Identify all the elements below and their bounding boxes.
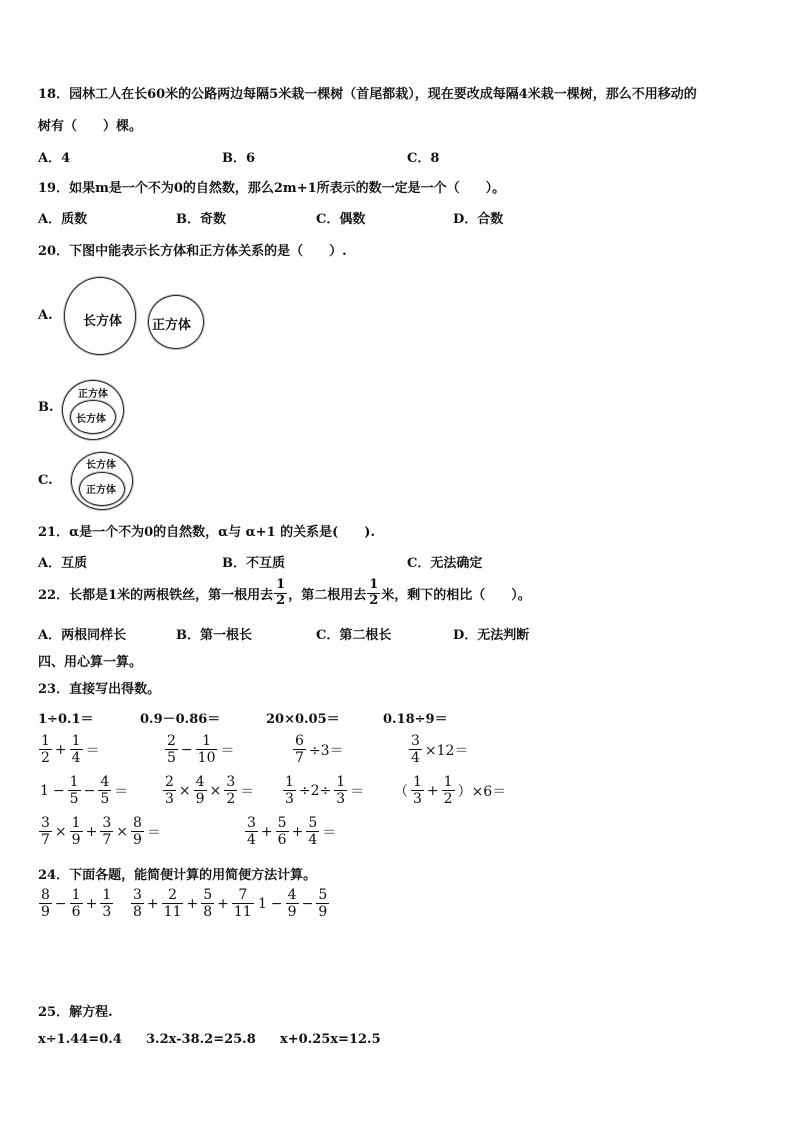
q18-option-c: C．8 bbox=[407, 151, 440, 166]
q23-r2-4: $\frac{3}{4}$ ×12＝ bbox=[411, 733, 469, 767]
q24-expr-3: 1 − $\frac{4}{9}$ − $\frac{5}{9}$ bbox=[258, 887, 328, 921]
q22-part2: ，第二根用去 bbox=[288, 587, 367, 603]
q23-r4-1: $\frac{3}{7}$ × $\frac{1}{9}$ + $\frac{3}{7}$ × $\frac{8}{9}$ ＝ bbox=[41, 815, 161, 849]
q18-option-a: A．4 bbox=[38, 151, 71, 166]
q23-r2-1: $\frac{1}{2}$ + $\frac{1}{4}$ ＝ bbox=[41, 733, 100, 767]
cuboid-label: 长方体 bbox=[83, 314, 123, 329]
q24-expr-1: $\frac{8}{9}$ − $\frac{1}{6}$ + $\frac{1}{3}$ bbox=[41, 887, 112, 921]
q21-text: 21．α是一个不为0的自然数，α与 α+1 的关系是( ). bbox=[38, 525, 375, 540]
q25-eq-2: 3.2x-38.2=25.8 bbox=[146, 1032, 256, 1047]
q25-eq-1: x÷1.44=0.4 bbox=[38, 1032, 122, 1047]
q22-part1: 22．长都是1米的两根铁丝，第一根用去 bbox=[38, 587, 274, 603]
q20-option-a: A. bbox=[38, 308, 53, 323]
q24-title: 24．下面各题，能简便计算的用简便方法计算。 bbox=[38, 868, 317, 883]
q23-r2-3: $\frac{6}{7}$ ÷3＝ bbox=[295, 733, 344, 767]
q23-r2-2: $\frac{2}{5}$ − $\frac{1}{10}$ ＝ bbox=[167, 733, 235, 767]
q25-eq-3: x+0.25x=12.5 bbox=[280, 1032, 381, 1047]
q22-option-d: D．无法判断 bbox=[453, 628, 530, 643]
q19-option-c: C．偶数 bbox=[316, 212, 366, 227]
q18-line2: 树有（ ）棵。 bbox=[38, 119, 143, 134]
q23-r1-3: 20×0.05＝ bbox=[266, 712, 340, 727]
q18-option-b: B．6 bbox=[222, 151, 256, 166]
q21-option-c: C．无法确定 bbox=[407, 556, 483, 571]
q23-r1-4: 0.18÷9＝ bbox=[383, 712, 448, 727]
q23-r3-3: $\frac{1}{3}$ ÷2÷ $\frac{1}{3}$ ＝ bbox=[285, 774, 365, 808]
q23-r3-1: 1 − $\frac{1}{5}$ − $\frac{4}{5}$ ＝ bbox=[40, 774, 129, 808]
q20-option-c: C. bbox=[38, 473, 53, 488]
q22-option-c: C．第二根长 bbox=[316, 628, 392, 643]
q20-text: 20．下图中能表示长方体和正方体关系的是（ ）. bbox=[38, 244, 347, 259]
q23-title: 23．直接写出得数。 bbox=[38, 682, 161, 697]
q21-option-b: B．不互质 bbox=[222, 556, 285, 571]
q23-r4-2: $\frac{3}{4}$ + $\frac{5}{6}$ + $\frac{5}{4}$ ＝ bbox=[247, 815, 337, 849]
q22-text bbox=[38, 578, 531, 609]
q23-r3-4: （ $\frac{1}{3}$ + $\frac{1}{2}$ ）×6＝ bbox=[394, 774, 507, 808]
q19-text: 19．如果m是一个不为0的自然数，那么2m+1所表示的数一定是一个（ ）。 bbox=[38, 181, 506, 196]
q19-option-d: D．合数 bbox=[453, 212, 504, 227]
q22-option-b: B．第一根长 bbox=[176, 628, 252, 643]
outer-cuboid-label: 长方体 bbox=[86, 460, 116, 471]
q19-option-a: A．质数 bbox=[38, 212, 88, 227]
outer-cube-label: 正方体 bbox=[78, 389, 108, 400]
inner-cuboid-label: 长方体 bbox=[76, 414, 106, 425]
cube-label: 正方体 bbox=[152, 318, 192, 333]
q22-fraction-2: $\frac{1}{2}$ bbox=[369, 577, 379, 608]
q20-option-b: B. bbox=[38, 400, 54, 415]
q23-r1-2: 0.9－0.86＝ bbox=[140, 712, 221, 727]
q22-option-a: A．两根同样长 bbox=[38, 628, 127, 643]
inner-cube-label: 正方体 bbox=[86, 485, 116, 496]
q22-part3: 米，剩下的相比（ ）。 bbox=[381, 587, 531, 603]
q22-fraction-1: $\frac{1}{2}$ bbox=[276, 577, 286, 608]
q19-option-b: B．奇数 bbox=[176, 212, 226, 227]
q21-option-a: A．互质 bbox=[38, 556, 88, 571]
q23-r3-2: $\frac{2}{3}$ × $\frac{4}{9}$ × $\frac{3}{2}$ ＝ bbox=[165, 774, 255, 808]
q24-expr-2: $\frac{3}{8}$ + $\frac{2}{11}$ + $\frac{5}{8}$ + $\frac{7}{11}$ bbox=[133, 887, 252, 921]
q25-title: 25．解方程. bbox=[38, 1005, 113, 1020]
q23-r1-1: 1÷0.1＝ bbox=[38, 712, 94, 727]
q18-line1: 18．园林工人在长60米的公路两边每隔5米栽一棵树（首尾都栽），现在要改成每隔4米栽一棵树，那么不用移动的 bbox=[38, 87, 697, 102]
section-4-heading: 四、用心算一算。 bbox=[38, 655, 143, 670]
